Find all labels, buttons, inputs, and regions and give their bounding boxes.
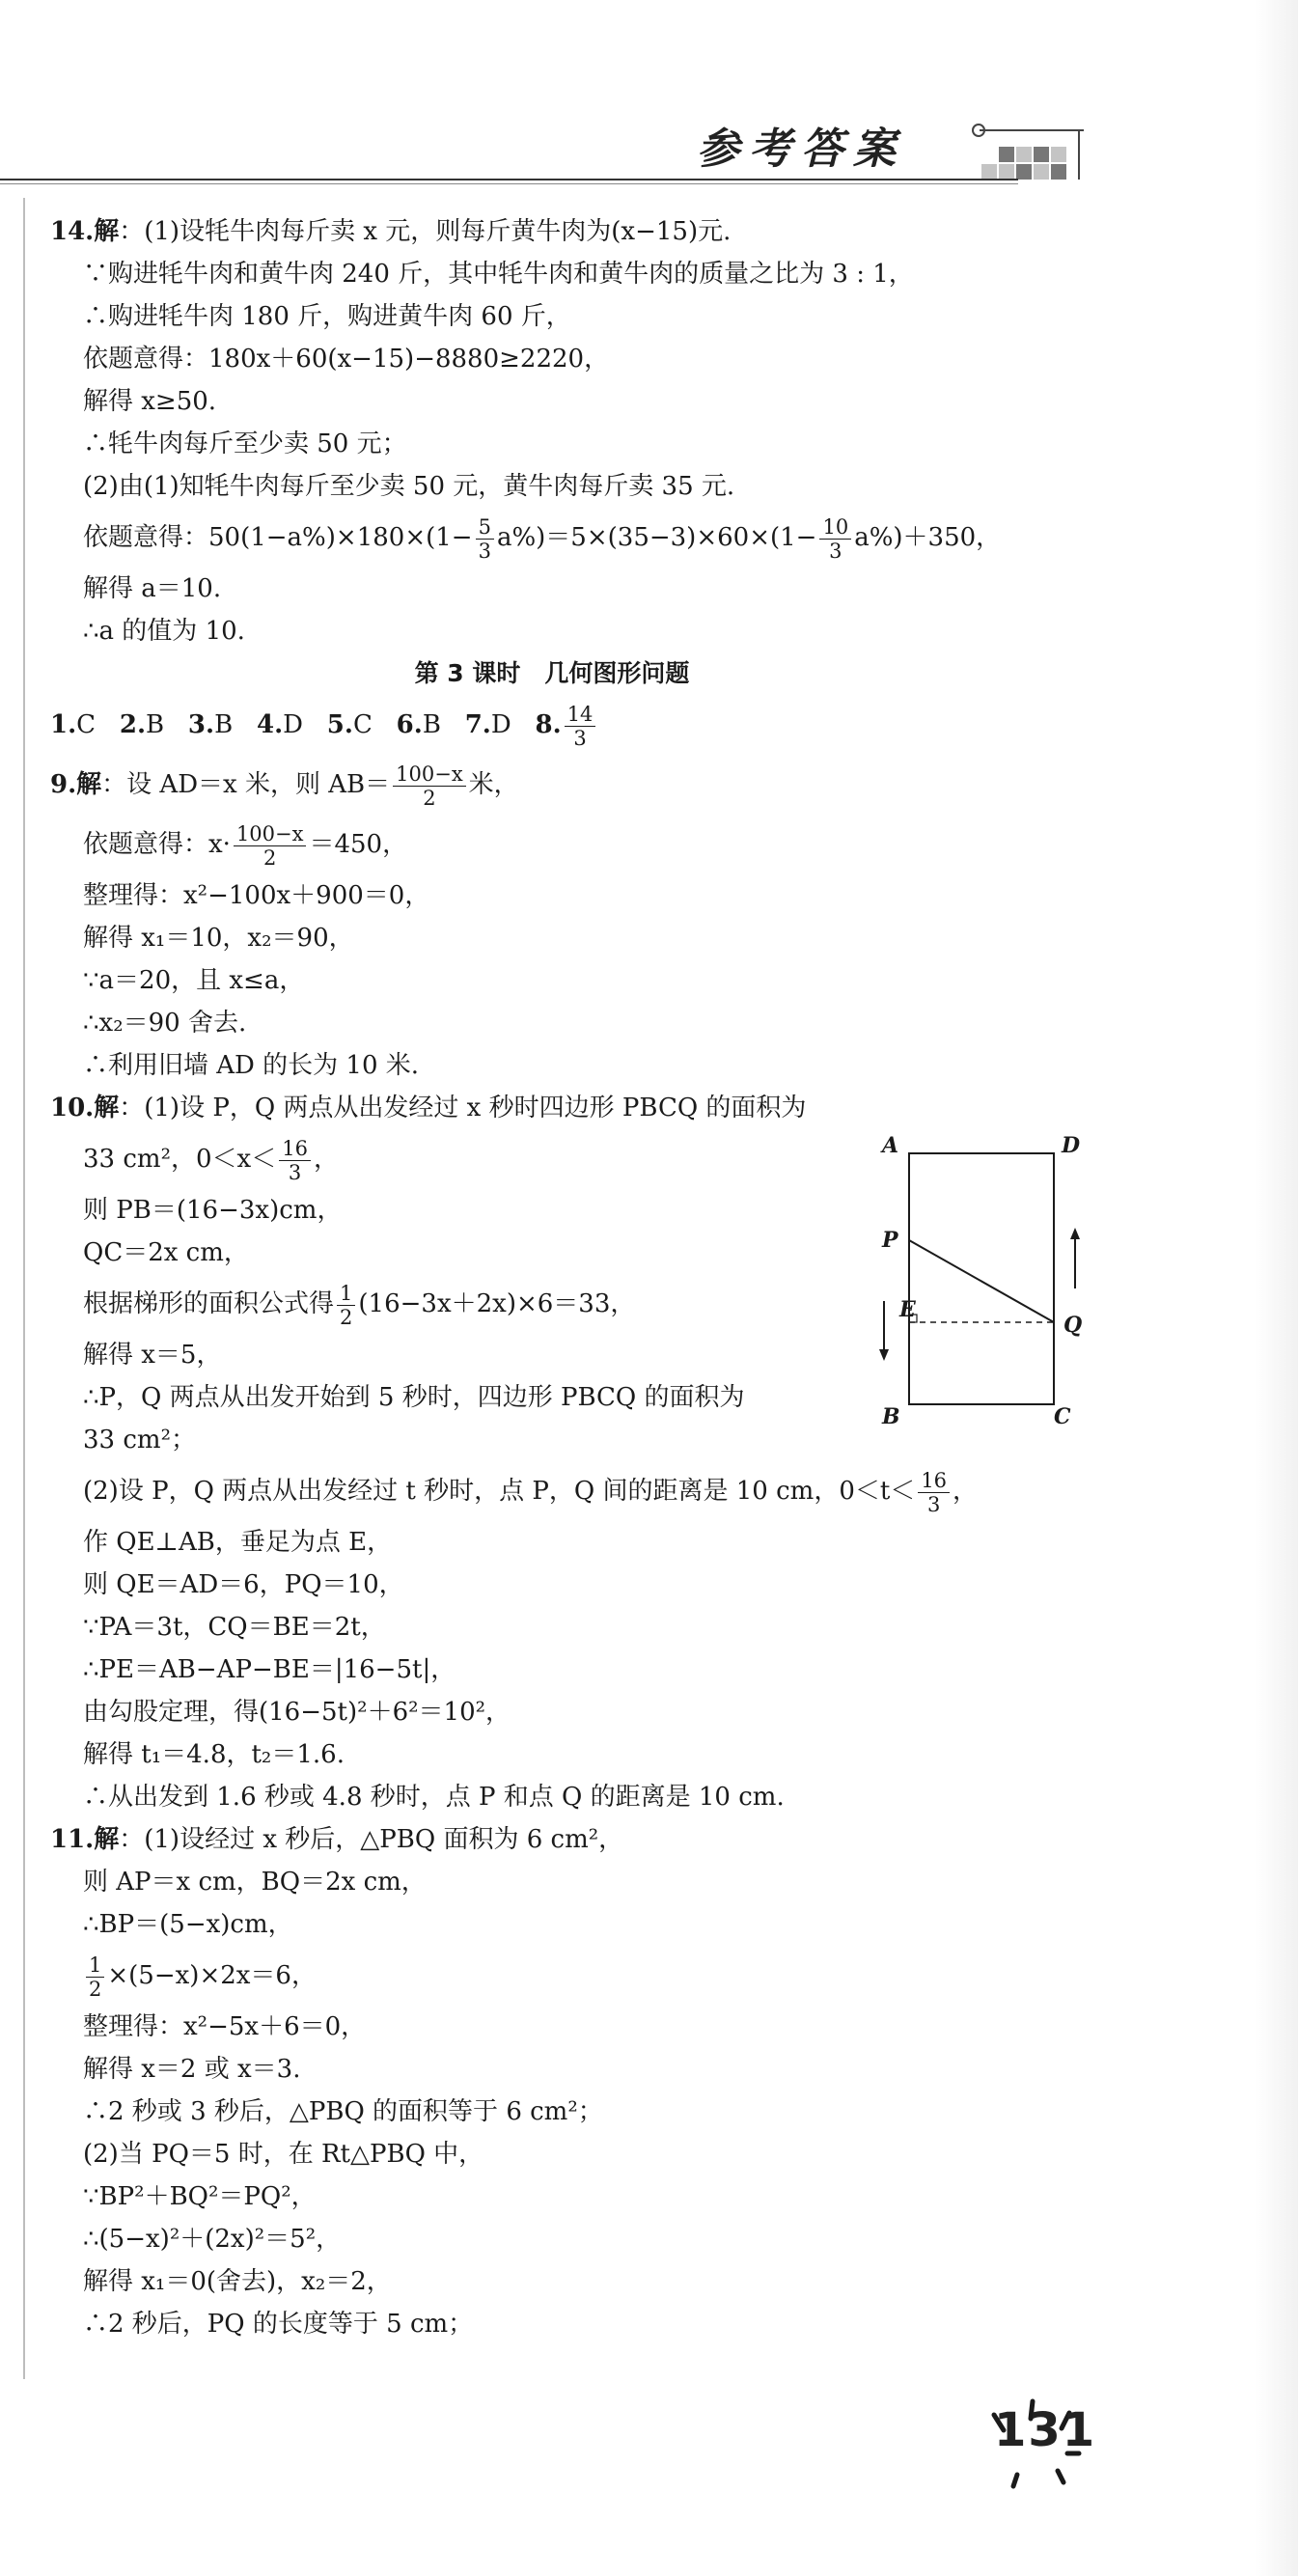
fraction: $\frac{10}{3}$ bbox=[819, 515, 851, 563]
q11-line: ∴(5−x)²＋(2x)²＝5²， bbox=[83, 2225, 342, 2254]
q11-line: 解得 x＝2 或 x＝3. bbox=[83, 2055, 301, 2084]
q10-line-9: (2)设 P，Q 两点从出发经过 t 秒时，点 P，Q 间的距离是 10 cm，0＜t＜ $\frac{16}{3}$ ， bbox=[83, 1468, 979, 1516]
fraction: $\frac{1}{2}$ bbox=[86, 1953, 104, 2001]
label-q: Q bbox=[1063, 1313, 1083, 1338]
label-b: B bbox=[882, 1404, 900, 1429]
q10-line: 解得 t₁＝4.8，t₂＝1.6. bbox=[83, 1740, 345, 1769]
fraction: $\frac{100-x}{2}$ bbox=[393, 762, 466, 810]
q10-line-2: 33 cm²，0＜x＜ $\frac{16}{3}$ ， bbox=[83, 1136, 339, 1184]
q14-line: ∴a 的值为 10. bbox=[83, 617, 245, 646]
q10-line-1: 10.解：(1)设 P，Q 两点从出发经过 x 秒时四边形 PBCQ 的面积为 bbox=[50, 1094, 807, 1122]
q9-line-2: 依题意得：x· $\frac{100-x}{2}$ ＝450， bbox=[83, 821, 408, 870]
q9-line: 整理得：x²−100x＋900＝0， bbox=[83, 881, 430, 910]
q11-line: 整理得：x²−5x＋6＝0， bbox=[83, 2012, 367, 2041]
q11-line: ∴2 秒或 3 秒后，△PBQ 的面积等于 6 cm²； bbox=[83, 2097, 603, 2126]
label-d: D bbox=[1062, 1133, 1081, 1158]
q9-line: ∵a＝20，且 x≤a， bbox=[83, 966, 305, 995]
q10-line: ∴从出发到 1.6 秒或 4.8 秒时，点 P 和点 Q 的距离是 10 cm. bbox=[83, 1783, 785, 1812]
arrow-up-head bbox=[1070, 1228, 1080, 1239]
fraction: $\frac{100-x}{2}$ bbox=[234, 822, 307, 870]
rectangle-abcd bbox=[909, 1153, 1054, 1404]
q10-line: 解得 x＝5， bbox=[83, 1341, 222, 1370]
q14-line: 解得 x≥50. bbox=[83, 387, 217, 416]
label-p: P bbox=[882, 1228, 898, 1253]
q10-line: ∴PE＝AB−AP−BE＝|16−5t|， bbox=[83, 1655, 456, 1684]
q9-line: ∴x₂＝90 舍去. bbox=[83, 1009, 247, 1038]
q9-line: 解得 x₁＝10，x₂＝90， bbox=[83, 924, 354, 953]
q10-line: QC＝2x cm， bbox=[83, 1238, 249, 1267]
q10-line: ∴P，Q 两点从出发开始到 5 秒时，四边形 PBCQ 的面积为 bbox=[83, 1383, 745, 1412]
fraction: $\frac{1}{2}$ bbox=[337, 1282, 355, 1329]
q14-line: ∵购进牦牛肉和黄牛肉 240 斤，其中牦牛肉和黄牛肉的质量之比为 3 : 1， bbox=[83, 260, 914, 289]
q11-line: ∴BP＝(5−x)cm， bbox=[83, 1910, 293, 1939]
q14-line: ∴牦牛肉每斤至少卖 50 元； bbox=[83, 429, 407, 458]
q10-line: 33 cm²； bbox=[83, 1426, 196, 1454]
fraction: $\frac{14}{3}$ bbox=[565, 703, 596, 750]
fraction: $\frac{16}{3}$ bbox=[918, 1469, 950, 1516]
q11-line-1: 11.解：(1)设经过 x 秒后，△PBQ 面积为 6 cm²， bbox=[50, 1825, 624, 1854]
fraction: $\frac{5}{3}$ bbox=[476, 515, 494, 563]
section-title: 第 3 课时 几何图形问题 bbox=[414, 659, 690, 687]
q10-line-5: 根据梯形的面积公式得 $\frac{1}{2}$ (16−3x＋2x)×6＝33， bbox=[83, 1281, 636, 1329]
margin-rule bbox=[23, 198, 25, 2379]
label-c: C bbox=[1054, 1404, 1071, 1429]
q11-line: (2)当 PQ＝5 时，在 Rt△PBQ 中， bbox=[83, 2140, 484, 2169]
arrow-down-head bbox=[879, 1349, 889, 1361]
header-rule bbox=[0, 179, 1018, 184]
q11-line: ∵BP²＋BQ²＝PQ²， bbox=[83, 2182, 317, 2211]
q11-line: ∴2 秒后，PQ 的长度等于 5 cm； bbox=[83, 2310, 474, 2339]
q14-line: 解得 a＝10. bbox=[83, 574, 222, 603]
q11-line: 则 AP＝x cm，BQ＝2x cm， bbox=[83, 1868, 427, 1897]
q10-line: ∵PA＝3t，CQ＝BE＝2t， bbox=[83, 1613, 386, 1642]
q9-line: ∴利用旧墙 AD 的长为 10 米. bbox=[83, 1051, 420, 1080]
label-a: A bbox=[882, 1133, 899, 1158]
fraction: $\frac{16}{3}$ bbox=[279, 1137, 311, 1184]
q14-line: (2)由(1)知牦牛肉每斤至少卖 50 元，黄牛肉每斤卖 35 元. bbox=[83, 472, 735, 501]
q10-line: 则 QE＝AD＝6，PQ＝10， bbox=[83, 1570, 404, 1599]
choice-answers: 1.C 2.B 3.B 4.D 5.C 6.B 7.D 8. $\frac{14}{3}$ bbox=[50, 695, 1073, 755]
header-title: 参考答案 bbox=[697, 125, 905, 174]
q14-equation: 依题意得：50(1−a%)×180×(1− $\frac{5}{3}$ a%)＝5×(35−3)×60×(1− $\frac{10}{3}$ a%)＋350， bbox=[83, 514, 1002, 563]
q14-line-1: 14.解：(1)设牦牛肉每斤卖 x 元，则每斤黄牛肉为(x−15)元. bbox=[50, 217, 732, 246]
q14-line: ∴购进牦牛肉 180 斤，购进黄牛肉 60 斤， bbox=[83, 302, 571, 331]
q10-line: 由勾股定理，得(16−5t)²＋6²＝10²， bbox=[83, 1698, 511, 1727]
q11-line: 解得 x₁＝0(舍去)，x₂＝2， bbox=[83, 2267, 392, 2296]
label-e: E bbox=[899, 1297, 916, 1322]
q10-line: 则 PB＝(16−3x)cm， bbox=[83, 1196, 343, 1225]
q9-line-1: 9.解：设 AD＝x 米，则 AB＝ $\frac{100-x}{2}$ 米， bbox=[50, 762, 519, 810]
segment-pq bbox=[909, 1240, 1054, 1322]
page-number: 131 bbox=[994, 2403, 1097, 2457]
q14-line: 依题意得：180x＋60(x−15)−8880≥2220， bbox=[83, 345, 610, 374]
q11-line-4: $\frac{1}{2}$ ×(5−x)×2x＝6， bbox=[50, 1946, 1073, 2006]
q10-figure bbox=[870, 1129, 1092, 1438]
q10-line: 作 QE⊥AB，垂足为点 E， bbox=[83, 1528, 393, 1557]
